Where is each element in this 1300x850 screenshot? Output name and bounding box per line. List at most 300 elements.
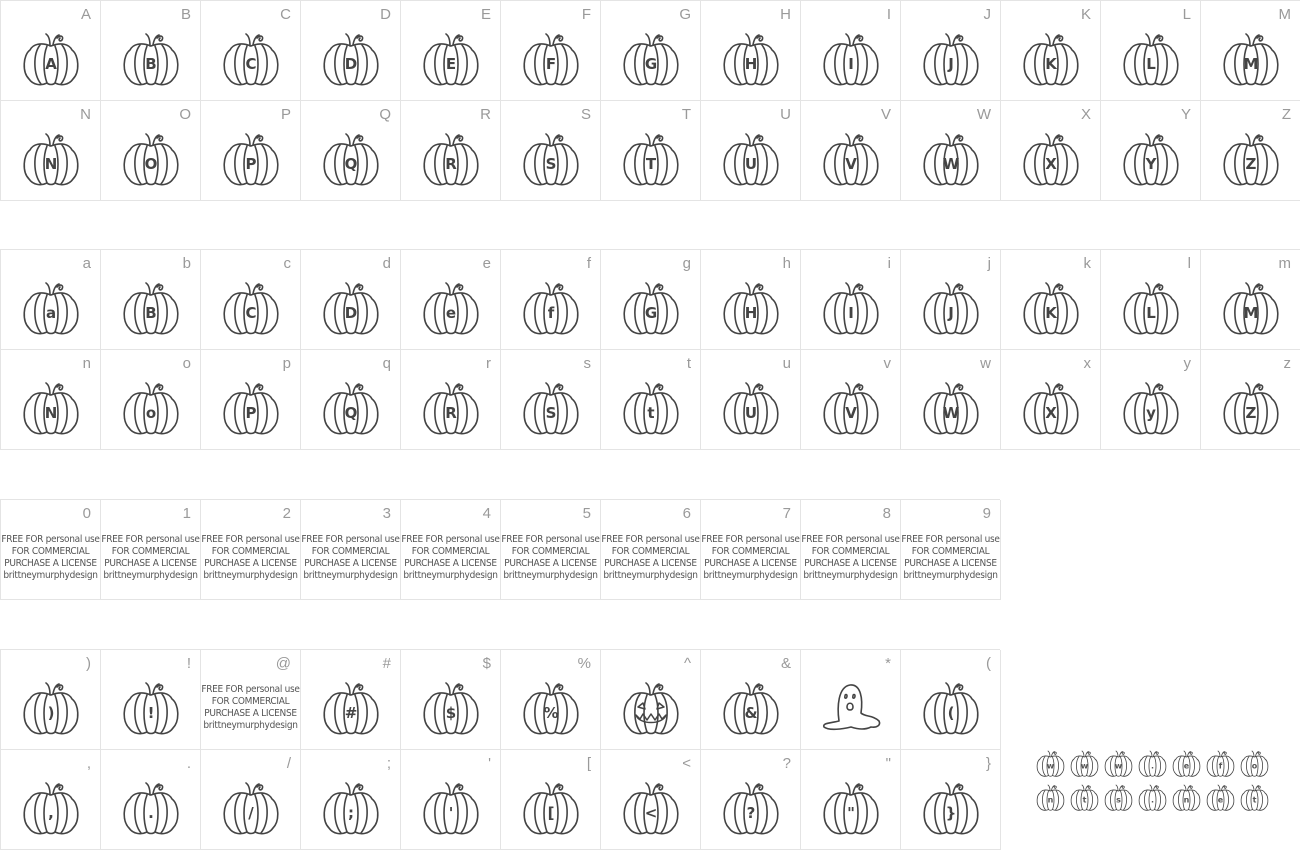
pumpkin-icon xyxy=(921,28,981,88)
glyph-cell xyxy=(1,101,101,201)
glyph-letter: t xyxy=(1252,795,1257,805)
glyph-letter: B xyxy=(145,55,157,73)
glyph-cell xyxy=(1001,350,1101,450)
pumpkin-icon xyxy=(1221,128,1281,188)
license-notice-line: PURCHASE A LICENSE xyxy=(504,558,597,569)
glyph-letter: Z xyxy=(1245,155,1257,173)
glyph-preview xyxy=(621,28,681,88)
sample-glyph xyxy=(1069,748,1100,778)
glyph-preview xyxy=(521,677,581,737)
glyph-cell xyxy=(701,750,801,850)
glyph-key-label: Q xyxy=(379,106,391,123)
glyph-cell xyxy=(1001,1,1101,101)
glyph-key-label: " xyxy=(885,755,891,772)
glyph-preview xyxy=(321,377,381,437)
glyph-letter: $ xyxy=(445,704,457,722)
glyph-preview xyxy=(721,28,781,88)
license-notice xyxy=(901,534,1000,582)
glyph-letter: S xyxy=(545,404,557,422)
pumpkin-icon xyxy=(421,28,481,88)
sample-text-preview xyxy=(1035,748,1285,818)
glyph-key-label: c xyxy=(283,255,291,272)
glyph-letter: , xyxy=(48,804,54,822)
glyph-key-label: } xyxy=(985,755,991,772)
pumpkin-icon xyxy=(821,777,881,837)
glyph-key-label: U xyxy=(780,106,791,123)
glyph-preview xyxy=(121,677,181,737)
glyph-letter: [ xyxy=(547,804,555,822)
license-notice-line: FOR COMMERCIAL xyxy=(611,546,690,557)
glyph-letter: M xyxy=(1243,55,1259,73)
glyph-cell xyxy=(1,650,101,750)
glyph-key-label: N xyxy=(80,106,91,123)
pumpkin-icon xyxy=(1121,128,1181,188)
license-notice-line: PURCHASE A LICENSE xyxy=(104,558,197,569)
glyph-preview xyxy=(721,677,781,737)
license-notice-line: brittneymurphydesign xyxy=(803,570,898,581)
glyph-letter: w xyxy=(1114,761,1123,771)
glyph-preview xyxy=(821,677,881,737)
glyph-key-label: T xyxy=(681,106,691,123)
pumpkin-icon xyxy=(1205,782,1236,812)
license-notice-line: FOR COMMERCIAL xyxy=(111,546,190,557)
license-notice-line: FOR COMMERCIAL xyxy=(511,546,590,557)
glyph-letter: X xyxy=(1045,404,1057,422)
glyph-cell xyxy=(801,750,901,850)
glyph-preview xyxy=(1121,377,1181,437)
glyph-cell xyxy=(201,1,301,101)
glyph-key-label: O xyxy=(179,106,191,123)
glyph-preview xyxy=(421,677,481,737)
license-notice-line: PURCHASE A LICENSE xyxy=(404,558,497,569)
glyph-letter: e xyxy=(445,304,457,322)
license-notice-line: PURCHASE A LICENSE xyxy=(4,558,97,569)
glyph-key-label: / xyxy=(286,755,291,772)
glyph-letter: ; xyxy=(348,804,354,822)
glyph-letter: C xyxy=(245,304,257,322)
license-notice-line: FREE FOR personal use xyxy=(701,534,800,545)
pumpkin-icon xyxy=(1021,377,1081,437)
glyph-letter: t xyxy=(647,404,655,422)
glyph-letter: V xyxy=(845,155,857,173)
pumpkin-icon xyxy=(21,28,81,88)
glyph-letter: t xyxy=(1082,795,1087,805)
glyph-preview xyxy=(1221,28,1281,88)
glyph-letter: o xyxy=(145,404,157,422)
pumpkin-icon xyxy=(321,777,381,837)
license-notice-line: PURCHASE A LICENSE xyxy=(704,558,797,569)
pumpkin-icon xyxy=(721,777,781,837)
pumpkin-icon xyxy=(1137,748,1168,778)
glyph-key-label: i xyxy=(887,255,891,272)
glyph-preview xyxy=(421,128,481,188)
glyph-preview xyxy=(1121,28,1181,88)
glyph-letter: L xyxy=(1146,304,1156,322)
glyph-preview xyxy=(221,377,281,437)
glyph-letter: a xyxy=(45,304,57,322)
glyph-letter: O xyxy=(144,155,158,173)
glyph-preview xyxy=(421,28,481,88)
glyph-cell xyxy=(901,250,1001,350)
license-notice-line: FOR COMMERCIAL xyxy=(811,546,890,557)
sample-glyph xyxy=(1171,748,1202,778)
license-notice-line: PURCHASE A LICENSE xyxy=(804,558,897,569)
glyph-preview xyxy=(1221,377,1281,437)
glyph-cell xyxy=(201,350,301,450)
glyph-cell xyxy=(1,750,101,850)
glyph-preview xyxy=(221,28,281,88)
glyph-cell xyxy=(601,350,701,450)
license-notice-line: PURCHASE A LICENSE xyxy=(904,558,997,569)
pumpkin-icon xyxy=(421,777,481,837)
glyph-letter: X xyxy=(1045,155,1057,173)
glyph-cell xyxy=(801,650,901,750)
glyph-cell xyxy=(401,350,501,450)
pumpkin-icon xyxy=(521,777,581,837)
glyph-letter: n xyxy=(1183,795,1190,805)
pumpkin-icon xyxy=(21,677,81,737)
glyph-letter: K xyxy=(1045,304,1057,322)
glyph-letter: Y xyxy=(1145,155,1157,173)
pumpkin-icon xyxy=(1171,748,1202,778)
pumpkin-icon xyxy=(221,28,281,88)
glyph-key-label: s xyxy=(583,355,591,372)
pumpkin-icon xyxy=(1103,748,1134,778)
jack-o-lantern-icon xyxy=(621,677,681,737)
sample-glyph xyxy=(1103,782,1134,812)
license-notice-line: FREE FOR personal use xyxy=(801,534,900,545)
pumpkin-icon xyxy=(921,677,981,737)
glyph-letter: R xyxy=(445,404,457,422)
uppercase-glyph-grid xyxy=(0,0,1300,201)
pumpkin-icon xyxy=(1121,28,1181,88)
glyph-key-label: a xyxy=(82,255,91,272)
glyph-preview xyxy=(321,277,381,337)
pumpkin-icon xyxy=(521,277,581,337)
pumpkin-icon xyxy=(121,677,181,737)
glyph-key-label: A xyxy=(80,6,91,23)
glyph-cell xyxy=(701,500,801,600)
glyph-key-label: p xyxy=(282,355,291,372)
glyph-key-label: B xyxy=(180,6,191,23)
glyph-cell xyxy=(401,250,501,350)
glyph-key-label: 5 xyxy=(582,505,591,522)
sample-glyph xyxy=(1239,748,1270,778)
glyph-key-label: y xyxy=(1183,355,1191,372)
glyph-preview xyxy=(921,28,981,88)
license-notice-line: brittneymurphydesign xyxy=(203,570,298,581)
glyph-key-label: [ xyxy=(586,755,591,772)
glyph-cell xyxy=(501,350,601,450)
pumpkin-icon xyxy=(521,128,581,188)
license-notice-line: PURCHASE A LICENSE xyxy=(604,558,697,569)
glyph-key-label: V xyxy=(880,106,891,123)
glyph-preview xyxy=(521,28,581,88)
glyph-cell xyxy=(501,750,601,850)
glyph-letter: ' xyxy=(448,804,454,822)
glyph-preview xyxy=(821,777,881,837)
number-glyph-grid xyxy=(0,499,1000,600)
glyph-letter: K xyxy=(1045,55,1057,73)
glyph-key-label: ' xyxy=(488,755,491,772)
glyph-cell xyxy=(801,1,901,101)
pumpkin-icon xyxy=(1121,377,1181,437)
glyph-key-label: H xyxy=(780,6,791,23)
pumpkin-icon xyxy=(621,28,681,88)
glyph-key-label: ; xyxy=(386,755,391,772)
glyph-preview xyxy=(321,677,381,737)
license-notice-line: FREE FOR personal use xyxy=(201,684,300,695)
sample-glyph xyxy=(1171,782,1202,812)
license-notice-line: brittneymurphydesign xyxy=(903,570,998,581)
glyph-key-label: M xyxy=(1278,6,1291,23)
pumpkin-icon xyxy=(321,677,381,737)
license-notice-line: FOR COMMERCIAL xyxy=(211,546,290,557)
license-notice xyxy=(1,534,100,582)
glyph-preview xyxy=(421,777,481,837)
pumpkin-icon xyxy=(21,377,81,437)
glyph-key-label: k xyxy=(1083,255,1091,272)
pumpkin-icon xyxy=(921,377,981,437)
glyph-key-label: . xyxy=(186,755,191,772)
glyph-cell xyxy=(601,750,701,850)
glyph-letter: U xyxy=(744,404,758,422)
sample-glyph xyxy=(1103,748,1134,778)
pumpkin-icon xyxy=(121,28,181,88)
glyph-cell xyxy=(601,500,701,600)
glyph-preview xyxy=(1021,128,1081,188)
glyph-key-label: % xyxy=(577,655,591,672)
glyph-preview xyxy=(621,377,681,437)
glyph-preview xyxy=(921,377,981,437)
glyph-cell xyxy=(401,101,501,201)
glyph-key-label: R xyxy=(480,106,491,123)
glyph-cell xyxy=(301,250,401,350)
glyph-cell xyxy=(801,250,901,350)
glyph-cell xyxy=(501,250,601,350)
glyph-preview xyxy=(21,128,81,188)
pumpkin-icon xyxy=(1137,782,1168,812)
glyph-preview xyxy=(1021,377,1081,437)
glyph-letter: ( xyxy=(947,704,955,722)
glyph-letter: U xyxy=(744,155,758,173)
pumpkin-icon xyxy=(221,128,281,188)
pumpkin-icon xyxy=(221,377,281,437)
glyph-letter: Z xyxy=(1245,404,1257,422)
license-notice-line: FOR COMMERCIAL xyxy=(911,546,990,557)
glyph-cell xyxy=(101,350,201,450)
glyph-preview xyxy=(221,128,281,188)
license-notice xyxy=(201,534,300,582)
glyph-key-label: l xyxy=(1187,255,1191,272)
license-notice-line: FREE FOR personal use xyxy=(301,534,400,545)
glyph-cell xyxy=(1001,101,1101,201)
glyph-key-label: 8 xyxy=(882,505,891,522)
glyph-preview xyxy=(721,277,781,337)
glyph-key-label: W xyxy=(976,106,991,123)
pumpkin-icon xyxy=(721,377,781,437)
glyph-letter: f xyxy=(547,304,555,322)
glyph-cell xyxy=(901,500,1001,600)
pumpkin-icon xyxy=(721,277,781,337)
pumpkin-icon xyxy=(821,377,881,437)
glyph-cell xyxy=(901,750,1001,850)
pumpkin-icon xyxy=(221,777,281,837)
glyph-cell xyxy=(1201,101,1300,201)
glyph-key-label: X xyxy=(1080,106,1091,123)
glyph-preview xyxy=(721,128,781,188)
glyph-key-label: < xyxy=(682,755,691,772)
license-notice-line: brittneymurphydesign xyxy=(103,570,198,581)
glyph-preview xyxy=(1221,128,1281,188)
glyph-preview xyxy=(821,128,881,188)
glyph-letter: S xyxy=(545,155,557,173)
glyph-letter: B xyxy=(145,304,157,322)
license-notice xyxy=(601,534,700,582)
glyph-key-label: ? xyxy=(782,755,791,772)
glyph-letter: C xyxy=(245,55,257,73)
glyph-cell xyxy=(1,350,101,450)
pumpkin-icon xyxy=(921,277,981,337)
glyph-key-label: * xyxy=(885,655,891,672)
pumpkin-icon xyxy=(1035,748,1066,778)
license-notice-line: FREE FOR personal use xyxy=(501,534,600,545)
glyph-key-label: ^ xyxy=(683,655,691,672)
license-notice-line: PURCHASE A LICENSE xyxy=(304,558,397,569)
glyph-letter: w xyxy=(1046,761,1055,771)
glyph-preview xyxy=(921,777,981,837)
glyph-key-label: j xyxy=(987,255,991,272)
sample-glyph xyxy=(1205,782,1236,812)
sample-glyph xyxy=(1035,748,1066,778)
pumpkin-icon xyxy=(1021,28,1081,88)
pumpkin-icon xyxy=(21,777,81,837)
glyph-cell xyxy=(901,650,1001,750)
license-notice-line: FREE FOR personal use xyxy=(1,534,100,545)
glyph-key-label: w xyxy=(980,355,991,372)
sample-glyph xyxy=(1137,782,1168,812)
glyph-key-label: g xyxy=(682,255,691,272)
license-notice-line: FREE FOR personal use xyxy=(601,534,700,545)
glyph-key-label: E xyxy=(480,6,491,23)
glyph-letter: N xyxy=(44,404,58,422)
glyph-preview xyxy=(521,128,581,188)
glyph-letter: o xyxy=(1251,761,1258,771)
glyph-key-label: 4 xyxy=(482,505,491,522)
license-notice xyxy=(301,534,400,582)
glyph-letter: D xyxy=(344,304,358,322)
pumpkin-icon xyxy=(121,128,181,188)
glyph-key-label: D xyxy=(380,6,391,23)
glyph-preview xyxy=(1021,277,1081,337)
glyph-key-label: r xyxy=(486,355,491,372)
pumpkin-icon xyxy=(721,677,781,737)
pumpkin-icon xyxy=(1069,782,1100,812)
glyph-letter: G xyxy=(644,304,658,322)
glyph-key-label: o xyxy=(182,355,191,372)
pumpkin-icon xyxy=(821,128,881,188)
glyph-key-label: K xyxy=(1080,6,1091,23)
pumpkin-icon xyxy=(921,777,981,837)
glyph-preview xyxy=(621,677,681,737)
glyph-cell xyxy=(1101,101,1201,201)
glyph-key-label: , xyxy=(86,755,91,772)
pumpkin-icon xyxy=(721,28,781,88)
glyph-cell xyxy=(501,500,601,600)
license-notice xyxy=(401,534,500,582)
glyph-key-label: t xyxy=(686,355,691,372)
glyph-cell xyxy=(401,1,501,101)
pumpkin-icon xyxy=(1121,277,1181,337)
pumpkin-icon xyxy=(821,28,881,88)
glyph-preview xyxy=(321,128,381,188)
glyph-preview xyxy=(21,28,81,88)
glyph-cell xyxy=(101,750,201,850)
glyph-preview xyxy=(121,277,181,337)
glyph-cell xyxy=(301,350,401,450)
glyph-key-label: m xyxy=(1278,255,1291,272)
glyph-cell xyxy=(101,250,201,350)
glyph-letter: H xyxy=(744,55,758,73)
glyph-cell xyxy=(301,101,401,201)
glyph-preview xyxy=(621,128,681,188)
glyph-cell xyxy=(701,1,801,101)
glyph-letter: D xyxy=(344,55,358,73)
pumpkin-icon xyxy=(1171,782,1202,812)
glyph-cell xyxy=(701,250,801,350)
glyph-cell xyxy=(901,1,1001,101)
glyph-preview xyxy=(21,377,81,437)
glyph-cell xyxy=(1,250,101,350)
glyph-preview xyxy=(821,28,881,88)
glyph-preview xyxy=(1121,128,1181,188)
glyph-preview xyxy=(321,777,381,837)
glyph-key-label: u xyxy=(782,355,791,372)
glyph-letter: . xyxy=(1150,761,1155,771)
pumpkin-icon xyxy=(1239,748,1270,778)
glyph-key-label: n xyxy=(82,355,91,372)
license-notice xyxy=(101,534,200,582)
pumpkin-icon xyxy=(1069,748,1100,778)
pumpkin-icon xyxy=(521,377,581,437)
glyph-cell xyxy=(601,650,701,750)
pumpkin-icon xyxy=(321,28,381,88)
glyph-letter: I xyxy=(848,304,854,322)
glyph-cell xyxy=(1,1,101,101)
glyph-letter: f xyxy=(1218,761,1223,771)
glyph-key-label: $ xyxy=(482,655,491,672)
glyph-preview xyxy=(521,377,581,437)
pumpkin-icon xyxy=(921,128,981,188)
glyph-key-label: ( xyxy=(986,655,991,672)
glyph-letter: / xyxy=(248,804,254,822)
license-notice xyxy=(201,684,300,732)
glyph-cell xyxy=(801,101,901,201)
glyph-cell xyxy=(901,350,1001,450)
license-notice-line: brittneymurphydesign xyxy=(703,570,798,581)
glyph-cell xyxy=(501,650,601,750)
glyph-cell xyxy=(501,1,601,101)
glyph-cell xyxy=(301,1,401,101)
glyph-preview xyxy=(821,277,881,337)
glyph-letter: ) xyxy=(47,704,55,722)
glyph-letter: Q xyxy=(344,155,358,173)
glyph-letter: e xyxy=(1217,795,1224,805)
glyph-preview xyxy=(521,277,581,337)
glyph-letter: N xyxy=(44,155,58,173)
pumpkin-icon xyxy=(621,128,681,188)
glyph-letter: T xyxy=(645,155,657,173)
